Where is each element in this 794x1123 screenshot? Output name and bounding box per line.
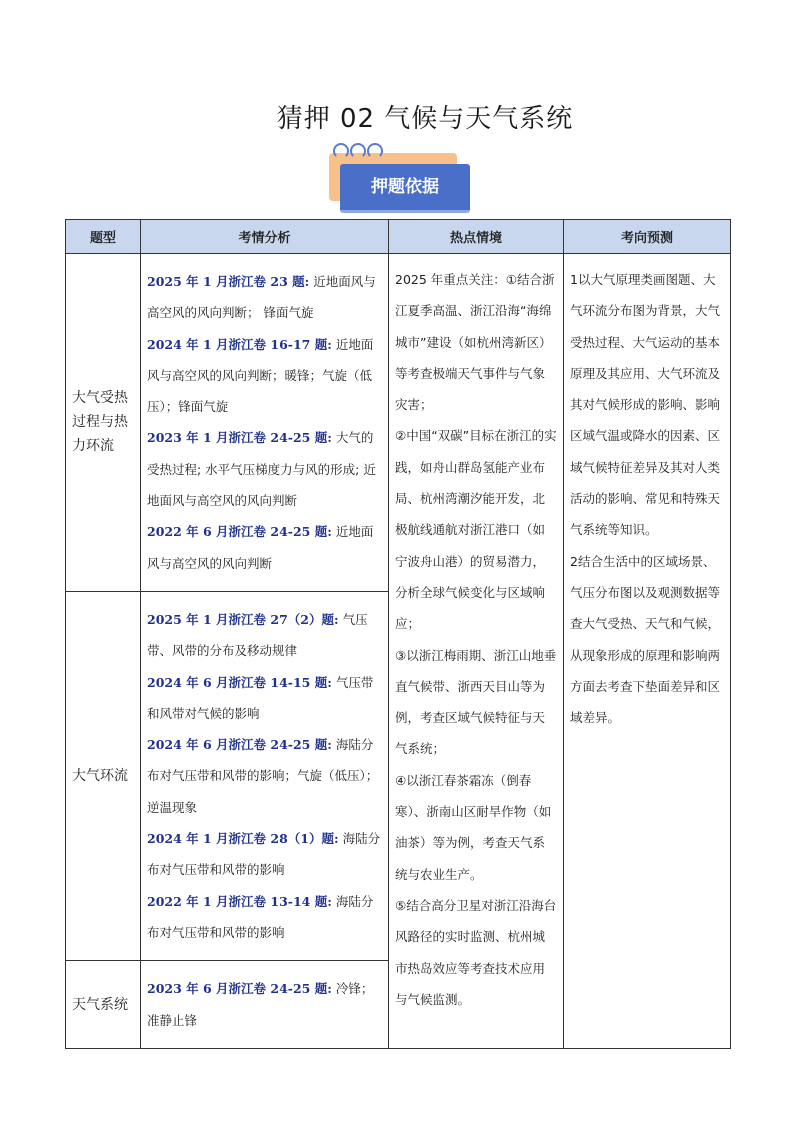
hotspot-item: ②中国“双碳”目标在浙江的实践，如舟山群岛氢能产业布局、杭州湾潮汐能开发，北极航线通航对浙江港口（如宁波舟山港）的贸易潜力，分析全球气候变化与区域响应； [395, 428, 557, 632]
exam-source: 2024 年 6 月浙江卷 14-15 题: [147, 674, 332, 690]
exam-source: 2024 年 1 月浙江卷 28（1）题: [147, 831, 339, 847]
page-title: 猜押 02 气候与天气系统 [276, 104, 574, 134]
hotspot-item: 2025 年重点关注：①结合浙江夏季高温、浙江沿海“海绵城市”建设（如杭州湾新区）等考查极端天气事件与气象灾害； [395, 272, 555, 413]
hotspot-item: ④以浙江春茶霜冻（倒春寒）、浙南山区耐旱作物（如油茶）等为例，考查天气系统与农业生产。 [395, 772, 552, 882]
trend-item: 2结合生活中的区域场景、气压分布图以及观测数据等查大气受热、天气和气候，从现象形成的原理和影响两方面去考查下垫面差异和区域差异。 [570, 553, 721, 726]
exam-source: 2025 年 1 月浙江卷 23 题: [147, 274, 310, 289]
badge-label: 押题依据 [340, 164, 470, 213]
category-cell: 大气环流 [66, 591, 141, 960]
exam-source: 2025 年 1 月浙江卷 27（2）题: [147, 611, 339, 627]
exam-entry [147, 823, 382, 886]
hotspot-item: ③以浙江梅雨期、浙江山地垂直气候带、浙西天目山等为例，考查区域气候特征与天气系统； [395, 647, 557, 757]
exam-entry [147, 329, 382, 423]
hotspot-cell [389, 254, 564, 1049]
exam-source: 2022 年 1 月浙江卷 13-14 题: [147, 893, 332, 909]
exam-topic: 大气的受热过程; 水平气压梯度力与风的形成; 近地面风与高空风的风向判断 [147, 430, 376, 509]
exam-topic: 气压带和风带对气候的影响 [147, 674, 374, 721]
header-type: 题型 [66, 220, 141, 254]
table-row [66, 254, 731, 592]
exam-entry [147, 266, 382, 329]
header-analysis: 考情分析 [141, 220, 389, 254]
exam-entry [147, 422, 382, 516]
analysis-cell [141, 254, 389, 592]
hotspot-item: ⑤结合高分卫星对浙江沿海台风路径的实时监测、杭州城市热岛效应等考查技术应用与气候监测。 [395, 897, 557, 1007]
trend-cell [564, 254, 731, 1049]
exam-entry [147, 604, 382, 667]
trend-item: 1以大气原理类画图题、大气环流分布图为背景，大气受热过程、大气运动的基本原理及其应用、大气环流及其对气候形成的影响、影响区域气温或降水的因素、区域气候特征差异及其对人类活动的影响、常见和特殊天气系统等知识。 [570, 272, 721, 538]
exam-source: 2023 年 1 月浙江卷 24-25 题: [147, 430, 332, 446]
exam-topic: 海陆分布对气压带和风带的影响；气旋（低压）；逆温现象 [147, 737, 379, 815]
exam-source: 2023 年 6 月浙江卷 24-25 题: [147, 981, 332, 997]
exam-entry [147, 973, 382, 1036]
header-hotspot: 热点情境 [389, 220, 564, 254]
exam-source: 2022 年 6 月浙江卷 24-25 题: [147, 524, 332, 540]
exam-topic: 近地面风与高空风的风向判断； 锋面气旋 [147, 274, 376, 321]
table-header-row [66, 220, 731, 254]
exam-topic: 海陆分布对气压带和风带的影响 [147, 831, 381, 878]
section-badge [329, 143, 469, 213]
exam-topic: 海陆分布对气压带和风带的影响 [147, 893, 374, 940]
analysis-cell [141, 591, 389, 960]
exam-source: 2024 年 1 月浙江卷 16-17 题: [147, 336, 332, 352]
exam-source: 2024 年 6 月浙江卷 24-25 题: [147, 737, 332, 753]
header-trend: 考向预测 [564, 220, 731, 254]
exam-topic: 冷锋；准静止锋 [147, 981, 374, 1028]
exam-entry [147, 516, 382, 579]
exam-topic: 气压带、风带的分布及移动规律 [147, 611, 368, 659]
exam-entry [147, 886, 382, 949]
exam-topic: 近地面风与高空风的风向判断 [147, 524, 374, 571]
exam-analysis-table [65, 219, 731, 1049]
analysis-cell [141, 961, 389, 1049]
category-cell: 天气系统 [66, 961, 141, 1049]
ring-decoration-icon [333, 143, 384, 159]
exam-entry [147, 729, 382, 823]
exam-entry [147, 667, 382, 730]
category-cell: 大气受热过程与热力环流 [66, 254, 141, 592]
exam-topic: 近地面风与高空风的风向判断；暖锋；气旋（低压）；锋面气旋 [147, 336, 374, 415]
